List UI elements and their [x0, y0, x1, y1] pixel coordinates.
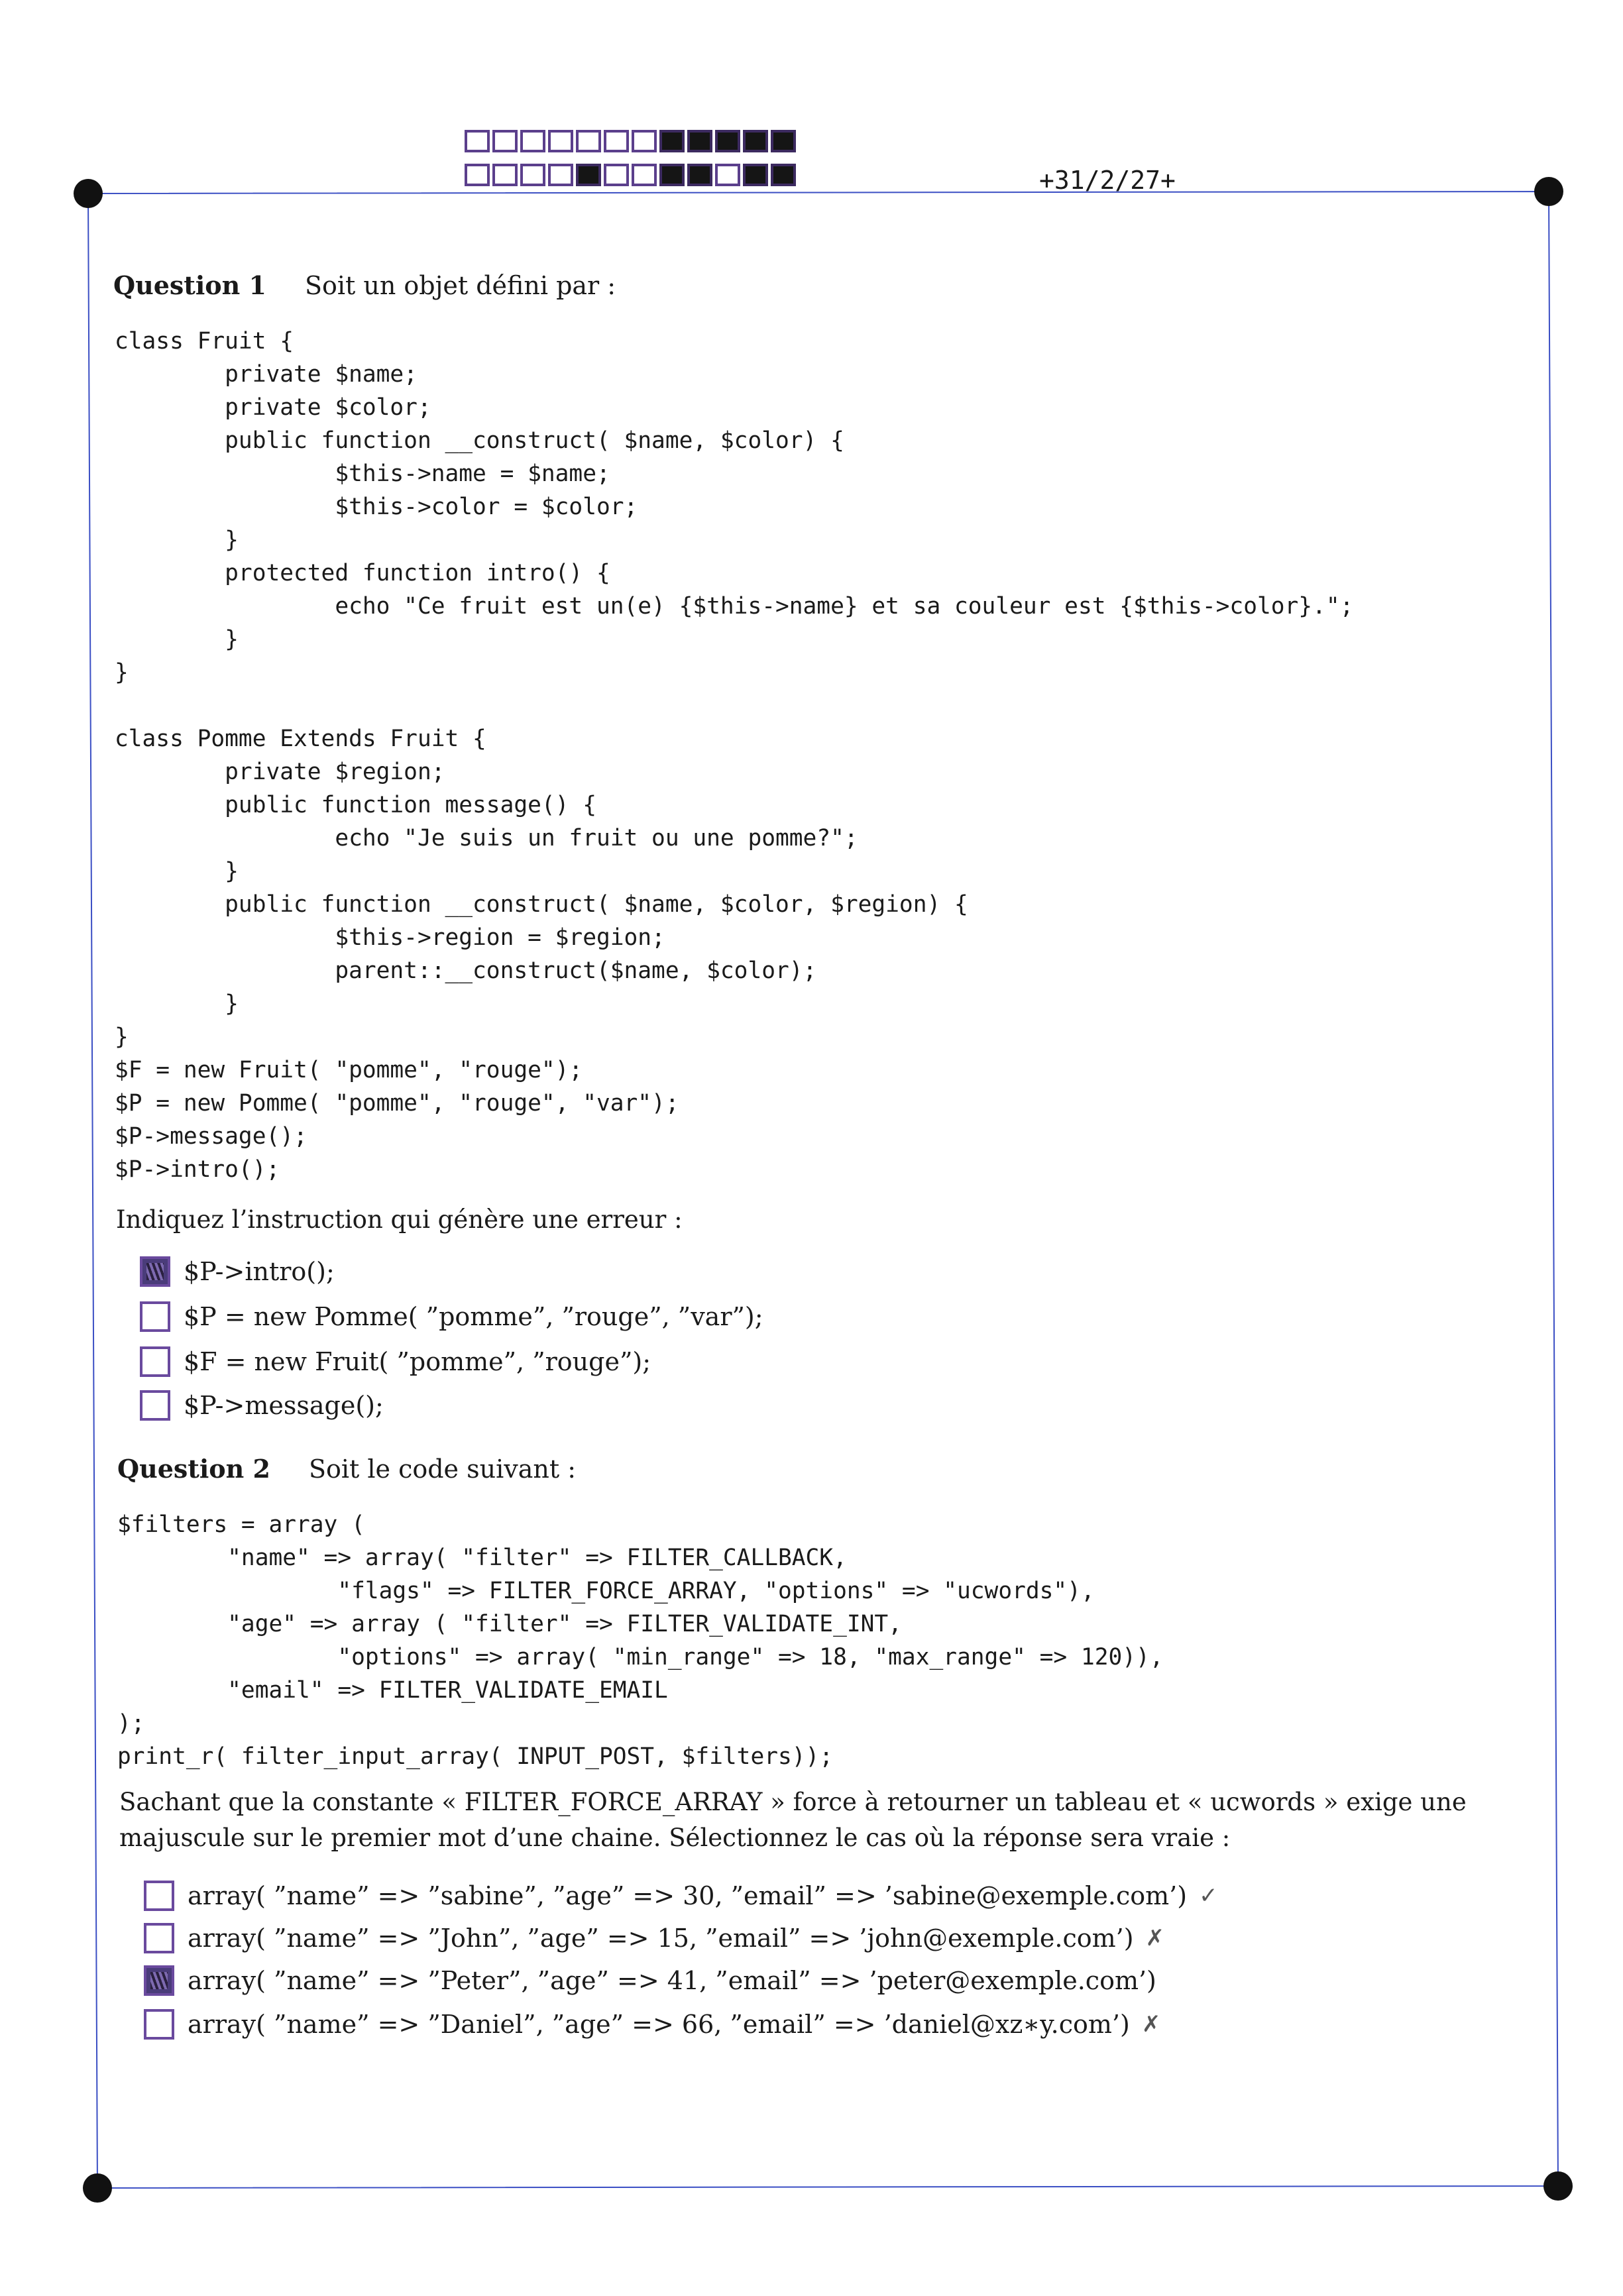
choice-label: array( ”name” => ”Daniel”, ”age” => 66, ”email” => ’daniel@xz∗y.com’) [188, 2010, 1130, 2039]
q1-choice-1[interactable] [140, 1256, 335, 1287]
barcode-cell [492, 164, 518, 186]
question-intro: Soit le code suivant : [308, 1454, 577, 1484]
question-2-prompt: Sachant que la constante « FILTER_FORCE_ARRAY » force à retourner un tableau et « ucwords » exige une majuscule sur le premier mot d’une chaine. Sélectionnez le cas où la réponse sera vraie : [119, 1788, 1467, 1852]
choice-label: $P->message(); [184, 1391, 384, 1420]
q1-choice-2[interactable] [140, 1301, 763, 1332]
choice-label: array( ”name” => ”John”, ”age” => 15, ”email” => ’john@exemple.com’) [188, 1924, 1134, 1953]
barcode-top [465, 130, 799, 152]
checkbox[interactable] [144, 1881, 174, 1911]
q2-choice-4[interactable] [144, 2009, 1160, 2040]
corner-marker-top-right [1534, 177, 1563, 206]
barcode-cell [520, 130, 545, 152]
checkbox[interactable] [144, 2009, 174, 2040]
question-2-code: $filters = array ( "name" => array( "filter" => FILTER_CALLBACK, "flags" => FILTER_FORCE_ARRAY, "options" => "ucwords"), "age" => array ( "filter" => FILTER_VALIDATE_INT, "options" => array( "min_range" => 18, "max_range" => 120)), "email" => FILTER_VALIDATE_EMAIL ); print_r( filter_input_array( INPUT_POST, $filters)); [117, 1511, 1164, 1770]
barcode-cell [715, 130, 740, 152]
q1-choice-3[interactable] [140, 1346, 651, 1377]
barcode-cell [687, 164, 712, 186]
q2-choice-1[interactable] [144, 1881, 1218, 1911]
handwritten-mark: ✓ [1199, 1883, 1218, 1909]
checkbox[interactable] [140, 1256, 170, 1287]
barcode-cell [715, 164, 740, 186]
barcode-cell [659, 130, 685, 152]
barcode-cell [548, 130, 573, 152]
checkbox[interactable] [140, 1346, 170, 1377]
barcode-bottom [465, 164, 799, 186]
barcode-cell [465, 130, 490, 152]
barcode-cell [576, 130, 601, 152]
handwritten-mark: ✗ [1141, 2011, 1161, 2038]
choice-label: array( ”name” => ”sabine”, ”age” => 30, ”email” => ’sabine@exemple.com’) [188, 1881, 1188, 1910]
question-number: Question 1 [113, 270, 266, 300]
question-1-header [113, 270, 616, 300]
barcode-cell [659, 164, 685, 186]
question-1-prompt: Indiquez l’instruction qui génère une erreur : [116, 1205, 683, 1234]
barcode-cell [604, 164, 629, 186]
barcode-cell [687, 130, 712, 152]
barcode-cell [492, 130, 518, 152]
barcode-cell [465, 164, 490, 186]
barcode-cell [632, 164, 657, 186]
question-number: Question 2 [117, 1454, 270, 1484]
barcode-cell [743, 130, 768, 152]
question-1-code: class Fruit { private $name; private $color; public function __construct( $name, $color) { $this->name = $name; $this->color = $color; } protected function intro() { echo "Ce fruit est un(e) {$this->name} et sa couleur est {$this->color}."; } } class Pomme Extends Fruit { private $region; public function message() { echo "Je suis un fruit ou une pomme?"; } public function __construct( $name, $color, $region) { $this->region = $region; parent::__construct($name, $color); } } $F = new Fruit( "pomme", "rouge"); $P = new Pomme( "pomme", "rouge", "var"); $P->message(); $P->intro(); [115, 328, 1354, 1183]
checkbox[interactable] [144, 1923, 174, 1953]
corner-marker-bottom-right [1543, 2171, 1573, 2201]
question-intro: Soit un objet défini par : [304, 271, 616, 300]
handwritten-mark: ✗ [1145, 1925, 1165, 1951]
page-id: +31/2/27+ [1039, 166, 1176, 195]
question-2-header [117, 1454, 576, 1484]
choice-label: $P->intro(); [184, 1257, 335, 1286]
checkbox[interactable] [144, 1965, 174, 1996]
checkbox[interactable] [140, 1390, 170, 1421]
barcode-cell [604, 130, 629, 152]
barcode-cell [632, 130, 657, 152]
barcode-cell [548, 164, 573, 186]
choice-label: array( ”name” => ”Peter”, ”age” => 41, ”email” => ’peter@exemple.com’) [188, 1966, 1156, 1995]
checkbox[interactable] [140, 1301, 170, 1332]
q1-choice-4[interactable] [140, 1390, 384, 1421]
barcode-cell [520, 164, 545, 186]
q2-choice-2[interactable] [144, 1923, 1164, 1953]
corner-marker-top-left [74, 179, 103, 208]
choice-label: $F = new Fruit( ”pomme”, ”rouge”); [184, 1347, 651, 1376]
corner-marker-bottom-left [83, 2173, 112, 2203]
q2-choice-3[interactable] [144, 1965, 1168, 1996]
barcode-cell [771, 164, 796, 186]
barcode-cell [743, 164, 768, 186]
choice-label: $P = new Pomme( ”pomme”, ”rouge”, ”var”); [184, 1302, 763, 1331]
barcode-cell [576, 164, 601, 186]
barcode-cell [771, 130, 796, 152]
